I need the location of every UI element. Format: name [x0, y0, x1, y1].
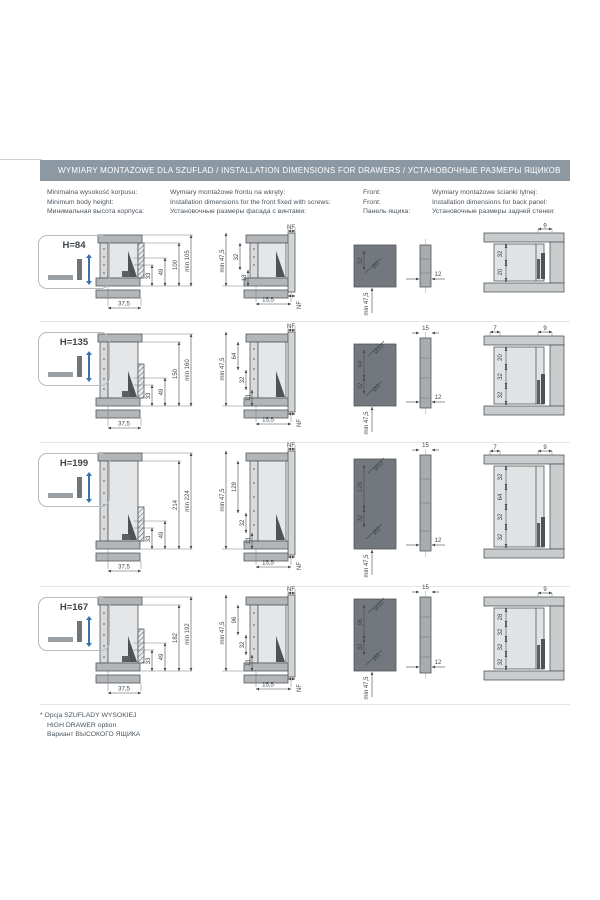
height-badge-label: H=167 [59, 602, 89, 613]
dim-label: 32 [358, 643, 364, 651]
column-header-back-panel [432, 188, 570, 217]
front-mount-drawing [220, 587, 303, 692]
page-title: WYMIARY MONTAŻOWE DLA SZUFLAD / INSTALLATION DIMENSIONS FOR DRAWERS / УСТАНОВОЧНЫЕ РАЗМЕРЫ ЯЩИКОВ [58, 166, 561, 175]
dim-label: min 192 [185, 623, 191, 645]
dim-label: 128 [232, 481, 238, 493]
dim-label: 214 [173, 499, 179, 511]
dim-label: min 105 [185, 250, 191, 272]
dim-label: 15 [422, 585, 429, 591]
dim-label: 37,5 [118, 421, 130, 428]
dim-label: 15 [422, 443, 429, 449]
dim-label: NF [287, 443, 295, 449]
dim-label: 33 [146, 657, 152, 665]
front-panel-drawing [354, 245, 396, 316]
spacer-strip-drawing [406, 326, 445, 414]
dim-label: min 47,5 [220, 357, 226, 381]
dim-label: 32 [358, 382, 364, 390]
drawer-row-h84 [0, 225, 600, 322]
body-drawing [96, 235, 193, 308]
dim-label: 13 [242, 274, 248, 282]
dim-label: 32 [498, 643, 504, 651]
dim-label: 49 [159, 388, 165, 396]
dim-label: 15,5 [262, 417, 274, 424]
dim-label: Ø2 [372, 652, 383, 663]
dim-label: 15,5 [262, 560, 274, 567]
dim-label: 64 [232, 352, 238, 360]
front-mount-drawing [220, 324, 303, 427]
dim-label: 32 [498, 473, 504, 481]
back-panel-drawing [484, 445, 564, 558]
dim-label: min 47,5 [220, 488, 226, 512]
dim-label: NF [287, 324, 295, 330]
dim-label: 37,5 [118, 301, 130, 308]
drawer-row-h135 [0, 322, 600, 443]
label-ru: Минимальная высота корпуса: [47, 208, 145, 215]
height-badge-label: H=135 [59, 337, 89, 348]
dim-label: min 47,5 [220, 621, 226, 645]
dim-label: 37,5 [118, 686, 130, 693]
label-en: Minimum body height: [47, 198, 114, 206]
dim-label: 32 [358, 257, 364, 265]
section-header-bar [40, 160, 570, 181]
dim-label: Ø2 [372, 383, 383, 394]
label-en: Installation dimensions for back panel: [432, 198, 548, 206]
dim-label: min 47,5 [364, 292, 370, 316]
dim-label: min 47,5 [364, 411, 370, 435]
dim-label: 32 [498, 628, 504, 636]
dim-label: 32 [498, 391, 504, 399]
footnote-en: HIGH DRAWER option [47, 721, 117, 729]
dim-label: 32 [358, 514, 364, 522]
dim-label: NF [297, 562, 303, 570]
dim-label: 49 [159, 531, 165, 539]
front-panel-drawing [354, 458, 396, 578]
dim-label: Ø2 [372, 526, 383, 537]
height-badge-label: H=84 [62, 240, 86, 251]
dim-label: 32 [498, 658, 504, 666]
spacer-strip-drawing [406, 585, 445, 679]
dim-label: 12 [434, 272, 442, 278]
dim-label: 32 [498, 533, 504, 541]
dim-label: 12 [434, 395, 442, 401]
dim-label: 128 [358, 481, 364, 493]
front-panel-drawing [354, 598, 396, 700]
label-ru: Установочные размеры фасада с винтами: [170, 208, 307, 215]
label-en: Front: [363, 198, 381, 206]
dim-label: min 47,5 [220, 249, 226, 273]
dim-label: 32 [240, 376, 246, 384]
dim-label: 20 [498, 268, 504, 276]
height-badge [38, 235, 110, 289]
dim-label: min 224 [185, 490, 191, 512]
dim-label: 49 [159, 268, 165, 276]
dim-label: Ø10 [373, 600, 386, 613]
dim-label: 9 [543, 587, 547, 593]
drawer-row-h199 [0, 443, 600, 587]
back-panel-drawing [484, 326, 564, 415]
dim-label: Ø10 [373, 343, 386, 356]
front-panel-drawing [354, 341, 396, 435]
label-ru: Установочные размеры задней стенки: [432, 208, 555, 215]
label-pl: Wymiary montażowe frontu na wkręty: [170, 189, 286, 196]
dim-label: 182 [173, 632, 179, 644]
front-mount-drawing [220, 443, 303, 570]
drawer-height-icon [39, 620, 109, 650]
dim-label: 12 [434, 660, 442, 666]
dim-label: 32 [240, 641, 246, 649]
front-mount-drawing [220, 225, 303, 309]
drawer-height-icon [39, 355, 109, 385]
dim-label: 64 [498, 493, 504, 501]
drawer-height-icon [39, 476, 109, 506]
dim-label: Ø10 [373, 460, 386, 473]
dim-label: NF [287, 587, 295, 593]
body-drawing [96, 334, 193, 428]
dim-label: 37,5 [118, 564, 130, 571]
row-separator [40, 704, 570, 705]
back-panel-drawing [484, 224, 564, 293]
spacer-strip-drawing [406, 443, 445, 557]
dim-label: 15,5 [262, 682, 274, 689]
dim-label: 7 [493, 445, 497, 451]
dim-label: 12 [434, 538, 442, 544]
label-ru: Панель ящика: [363, 208, 411, 215]
label-pl: Wymiary montażowe ścianki tylnej: [432, 189, 538, 196]
drawer-height-icon [39, 258, 109, 288]
back-panel-drawing [484, 587, 564, 680]
dim-label: 32 [234, 253, 240, 261]
dim-label: 7 [493, 326, 497, 332]
dim-label: 49 [159, 653, 165, 661]
dim-label: NF [297, 301, 303, 309]
dim-label: 9 [543, 445, 547, 451]
height-badge-label: H=199 [59, 458, 89, 469]
height-badge [38, 453, 110, 507]
dim-label: 33 [146, 535, 152, 543]
footnote-pl: * Opcja SZUFLADY WYSOKIEJ [40, 712, 137, 719]
dim-label: min 47,5 [364, 554, 370, 578]
dim-label: 32 [498, 250, 504, 258]
footnote-ru: Вариант ВЫСОКОГО ЯЩИКА [47, 731, 141, 738]
height-badge [38, 597, 110, 651]
dim-label: 33 [146, 272, 152, 280]
dim-label: 32 [498, 513, 504, 521]
column-header-front [363, 188, 429, 217]
body-drawing [96, 453, 193, 571]
dim-label: min 47,5 [364, 676, 370, 700]
dim-label: min 160 [185, 359, 191, 381]
dim-label: 96 [232, 616, 238, 624]
body-drawing [96, 597, 193, 693]
dim-label: 9 [543, 326, 547, 332]
dim-label: 20 [498, 354, 504, 361]
dim-label: 150 [173, 368, 179, 380]
dim-label: NF [297, 419, 303, 427]
dim-label: 32 [498, 373, 504, 380]
dim-label: 15,5 [262, 297, 274, 304]
dim-label: 13 [246, 394, 252, 402]
label-en: Installation dimensions for the front fixed with screws: [170, 198, 331, 206]
high-drawer-footnote [40, 711, 140, 740]
dim-label: 28 [498, 613, 504, 621]
dim-label: NF [287, 225, 295, 231]
spacer-strip-drawing [406, 239, 445, 293]
label-pl: Minimalna wysokość korpusu: [47, 189, 138, 196]
drawer-row-h167 [0, 587, 600, 705]
label-pl: Front: [363, 189, 381, 196]
dim-label: 13 [246, 659, 252, 667]
column-header-body-height [47, 188, 165, 217]
dim-label: NF [297, 684, 303, 692]
dim-label: 100 [173, 259, 179, 271]
dim-label: Ø2 [371, 260, 382, 271]
dim-label: 13 [246, 537, 252, 545]
margin-rule [0, 159, 42, 160]
dim-label: 33 [146, 392, 152, 400]
dim-label: 15 [422, 326, 429, 332]
dim-label: 9 [543, 223, 547, 230]
column-header-front-screws [170, 188, 360, 217]
dim-label: 96 [358, 618, 364, 626]
dim-label: 32 [240, 519, 246, 527]
dim-label: 64 [358, 360, 364, 368]
height-badge [38, 332, 110, 386]
